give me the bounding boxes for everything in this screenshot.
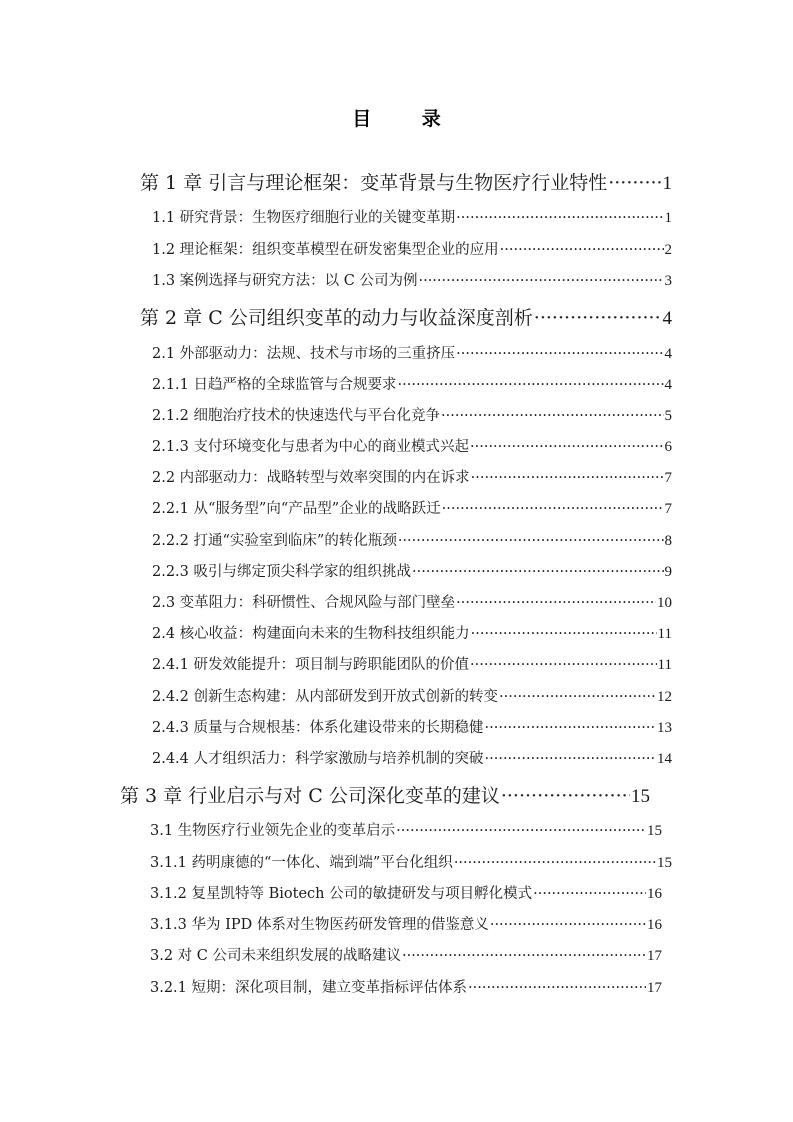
dot-leader [441, 405, 663, 427]
toc-title: 目 录 [352, 108, 463, 130]
toc-entry-page-number: 15 [657, 855, 672, 871]
toc-entry-label: 2.4.4 人才组织活力：科学家激励与培养机制的突破 [152, 751, 484, 767]
toc-entry-label: 2.4.1 研发效能提升：项目制与跨职能团队的价值 [152, 657, 470, 673]
toc-entry-page-number: 4 [664, 346, 672, 362]
toc-entry-page-number: 2 [664, 242, 672, 258]
dot-leader [471, 467, 664, 489]
dot-leader [456, 207, 663, 229]
toc-entry-label: 1.3 案例选择与研究方法：以 C 公司为例 [152, 273, 418, 289]
toc-entry-page-number: 1 [664, 210, 672, 226]
toc-chapter-entry[interactable] [120, 783, 650, 809]
toc-entry-page-number: 5 [664, 408, 672, 424]
toc-section-entry[interactable] [152, 623, 672, 645]
toc-section-entry[interactable] [150, 820, 662, 842]
toc-section-entry[interactable] [152, 592, 672, 614]
toc-entry-label: 第 2 章 C 公司组织变革的动力与收益深度剖析 [140, 307, 533, 329]
dot-leader [533, 883, 646, 905]
toc-section-entry[interactable] [150, 945, 662, 967]
toc-entry-label: 2.2.3 吸引与绑定顶尖科学家的组织挑战 [152, 564, 412, 580]
toc-entry-page-number: 13 [657, 720, 672, 736]
toc-entry-label: 2.2.1 从“服务型”向“产品型”企业的战略跃迁 [152, 501, 441, 517]
dot-leader [485, 717, 656, 739]
toc-section-entry[interactable] [152, 717, 672, 739]
toc-section-entry[interactable] [152, 405, 672, 427]
toc-section-entry[interactable] [150, 977, 662, 999]
toc-entry-label: 2.4.3 质量与合规根基：体系化建设带来的长期稳健 [152, 720, 484, 736]
dot-leader [471, 623, 657, 645]
dot-leader [468, 977, 646, 999]
toc-section-entry[interactable] [152, 239, 672, 261]
toc-entry-label: 2.2.2 打通“实验室到临床”的转化瓶颈 [152, 533, 397, 549]
dot-leader [608, 170, 661, 196]
toc-entry-page-number: 3 [664, 273, 672, 289]
toc-entry-label: 3.2 对 C 公司未来组织发展的战略建议 [150, 948, 401, 964]
toc-section-entry[interactable] [150, 852, 672, 874]
dot-leader [501, 783, 630, 809]
dot-leader [456, 343, 663, 365]
dot-leader [396, 820, 646, 842]
dot-leader [412, 561, 663, 583]
toc-section-entry[interactable] [152, 686, 672, 708]
dot-leader [402, 945, 646, 967]
toc-entry-label: 3.1 生物医疗行业领先企业的变革启示 [150, 823, 396, 839]
toc-entry-page-number: 1 [662, 173, 672, 194]
toc-entry-page-number: 14 [657, 751, 672, 767]
toc-entry-page-number: 17 [647, 980, 662, 996]
toc-entry-label: 1.1 研究背景：生物医疗细胞行业的关键变革期 [152, 210, 456, 226]
dot-leader [485, 748, 656, 770]
toc-section-entry[interactable] [152, 436, 672, 458]
dot-leader [454, 852, 656, 874]
toc-entry-page-number: 8 [664, 533, 672, 549]
toc-entry-page-number: 6 [664, 439, 672, 455]
dot-leader [490, 914, 646, 936]
dot-leader [398, 374, 664, 396]
dot-leader [470, 436, 663, 458]
toc-entry-page-number: 10 [657, 595, 672, 611]
toc-entry-page-number: 9 [664, 564, 672, 580]
toc-entry-page-number: 4 [664, 377, 672, 393]
dot-leader [398, 530, 664, 552]
toc-entry-page-number: 16 [647, 917, 662, 933]
toc-chapter-entry[interactable] [140, 170, 672, 196]
toc-entry-label: 3.1.3 华为 IPD 体系对生物医药研发管理的借鉴意义 [150, 917, 489, 933]
toc-entry-page-number: 17 [647, 948, 662, 964]
toc-entry-label: 第 3 章 行业启示与对 C 公司深化变革的建议 [120, 785, 500, 807]
toc-entry-label: 2.1 外部驱动力：法规、技术与市场的三重挤压 [152, 346, 456, 362]
toc-entry-page-number: 12 [657, 689, 672, 705]
toc-entry-page-number: 7 [664, 501, 672, 517]
toc-section-entry[interactable] [152, 530, 672, 552]
dot-leader [418, 270, 663, 292]
toc-section-entry[interactable] [152, 498, 672, 520]
toc-entry-page-number: 15 [647, 823, 662, 839]
toc-section-entry[interactable] [150, 883, 662, 905]
toc-entry-label: 2.2 内部驱动力：战略转型与效率突围的内在诉求 [152, 470, 470, 486]
toc-section-entry[interactable] [152, 343, 672, 365]
toc-section-entry[interactable] [152, 561, 672, 583]
toc-chapter-entry[interactable] [140, 305, 672, 331]
toc-entry-label: 2.1.3 支付环境变化与患者为中心的商业模式兴起 [152, 439, 470, 455]
toc-section-entry[interactable] [152, 374, 672, 396]
dot-leader [500, 239, 664, 261]
toc-entry-page-number: 11 [657, 657, 672, 673]
toc-section-entry[interactable] [152, 467, 672, 489]
toc-section-entry[interactable] [152, 270, 672, 292]
dot-leader [534, 305, 662, 331]
toc-section-entry[interactable] [150, 914, 662, 936]
toc-entry-label: 2.4.2 创新生态构建：从内部研发到开放式创新的转变 [152, 689, 499, 705]
toc-entry-label: 2.1.2 细胞治疗技术的快速迭代与平台化竞争 [152, 408, 441, 424]
toc-entry-label: 2.1.1 日趋严格的全球监管与合规要求 [152, 377, 397, 393]
toc-entry-page-number: 7 [664, 470, 672, 486]
dot-leader [456, 592, 656, 614]
dot-leader [470, 654, 657, 676]
toc-entry-label: 3.1.2 复星凯特等 Biotech 公司的敏捷研发与项目孵化模式 [150, 886, 533, 902]
toc-entry-page-number: 15 [631, 786, 650, 807]
toc-entry-label: 3.1.1 药明康德的“一体化、端到端”平台化组织 [150, 855, 453, 871]
toc-entry-label: 1.2 理论框架：组织变革模型在研发密集型企业的应用 [152, 242, 499, 258]
toc-entry-page-number: 4 [662, 308, 672, 329]
toc-entry-label: 3.2.1 短期：深化项目制，建立变革指标评估体系 [150, 980, 468, 996]
toc-entry-label: 第 1 章 引言与理论框架：变革背景与生物医疗行业特性 [140, 172, 608, 194]
toc-section-entry[interactable] [152, 748, 672, 770]
toc-entry-label: 2.4 核心收益：构建面向未来的生物科技组织能力 [152, 626, 470, 642]
dot-leader [499, 686, 656, 708]
toc-entry-label: 2.3 变革阻力：科研惯性、合规风险与部门壁垒 [152, 595, 456, 611]
toc-entry-page-number: 11 [657, 626, 672, 642]
toc-section-entry[interactable] [152, 654, 672, 676]
dot-leader [442, 498, 664, 520]
toc-section-entry[interactable] [152, 207, 672, 229]
toc-entry-page-number: 16 [647, 886, 662, 902]
